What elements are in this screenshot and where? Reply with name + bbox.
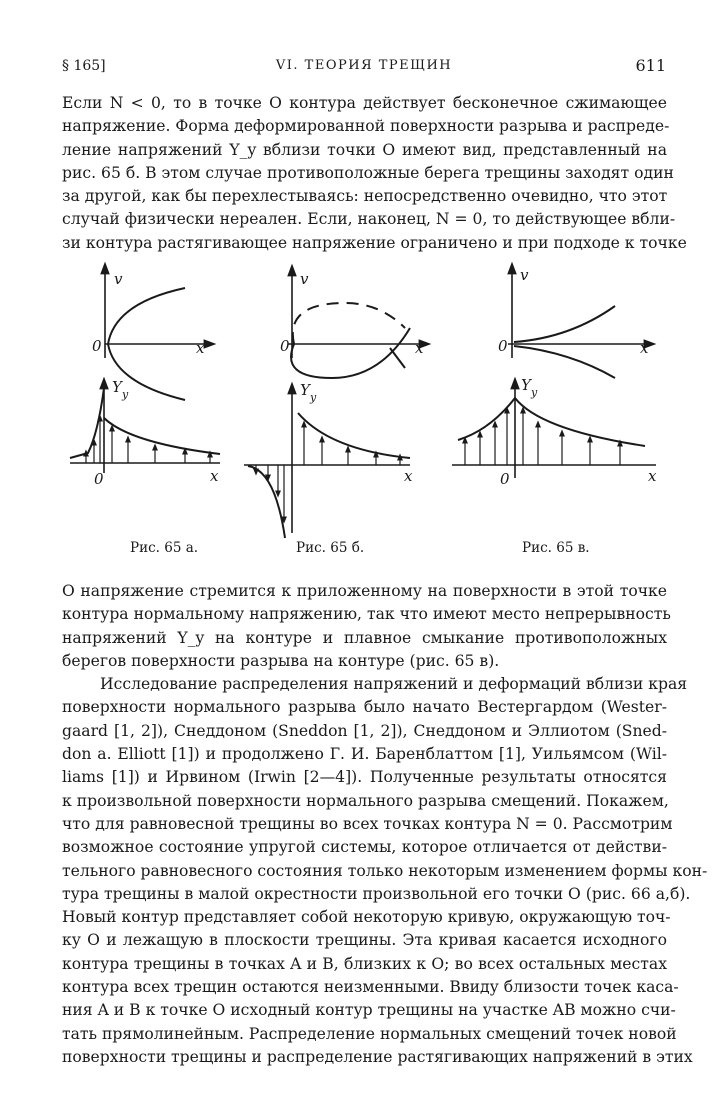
text-line: ку O и лежащую в плоскости трещины. Эта кривая касается исходного <box>62 931 667 950</box>
axis-label-x: x <box>404 467 413 485</box>
text-line: поверхности нормального разрыва было начато Вестергардом (Wester- <box>62 698 667 717</box>
text-line: тельного равновесного состояния только некоторым изменением формы кон- <box>62 861 708 880</box>
origin-label: 0 <box>498 337 508 355</box>
text-line: don a. Elliott [1]) и продолжено Г. И. Баренблаттом [1], Уильямсом (Wil- <box>62 745 667 764</box>
axis-label-yy: Y <box>112 378 122 396</box>
text-line: к произвольной поверхности нормального разрыва смещений. Покажем, <box>62 791 669 810</box>
text-line: тать прямолинейным. Распределение нормальных смещений точек новой <box>62 1024 677 1043</box>
axis-label-x: x <box>415 339 424 357</box>
text-line: напряжений Y_y на контуре и плавное смыкание противоположных <box>62 628 667 647</box>
text-line: возможное состояние упругой системы, которое отличается от действи- <box>62 838 667 857</box>
fig-65a-stress <box>70 383 220 473</box>
axis-label-v: v <box>520 266 529 284</box>
axis-label-yy: Y <box>300 381 310 399</box>
text-line: за другой, как бы перехлестываясь: непосредственно очевидно, что этот <box>62 187 668 206</box>
text-line: берегов поверхности разрыва на контуре (рис. 65 в). <box>62 651 500 670</box>
text-line: поверхности трещины и распределение растягивающих напряжений в этих <box>62 1047 693 1066</box>
text-line: случай физически нереален. Если, наконец, N = 0, то действующее вбли- <box>62 210 676 229</box>
axis-label-yy: Y <box>521 376 531 394</box>
axis-label-v: v <box>114 270 123 288</box>
paragraph-bottom <box>62 580 708 1069</box>
paragraph-top <box>62 92 687 255</box>
caption-65c: Рис. 65 в. <box>522 540 590 556</box>
text-line: liams [1]) и Ирвином (Irwin [2—4]). Полученные результаты относятся <box>62 768 667 787</box>
text-line: gaard [1, 2]), Снеддоном (Sneddon [1, 2]), Снеддоном и Эллиотом (Sned- <box>62 721 667 740</box>
text-line: контура нормальному напряжению, так что имеют место непрерывность <box>62 605 671 624</box>
figure-65 <box>60 258 680 558</box>
text-line: тура трещины в малой окрестности произвольной его точки O (рис. 66 а,б). <box>62 884 691 903</box>
origin-label: 0 <box>92 337 102 355</box>
caption-65b: Рис. 65 б. <box>296 540 365 556</box>
origin-label: 0 <box>500 470 510 488</box>
axis-label-yy-sub: y <box>310 391 317 404</box>
text-line: ление напряжений Y_y вблизи точки O имеют вид, представленный на <box>62 140 667 159</box>
fig-65c-shape <box>508 268 650 378</box>
origin-label: 0 <box>94 470 104 488</box>
page-number: 611 <box>635 56 666 75</box>
chapter-title: VI. ТЕОРИЯ ТРЕЩИН <box>275 58 453 73</box>
axis-label-yy-sub: y <box>531 386 538 399</box>
text-line: ния A и B к точке O исходный контур трещины на участке AB можно счи- <box>62 1001 676 1020</box>
text-line: Исследование распределения напряжений и деформаций вблизи края <box>100 675 688 694</box>
fig-65c-stress <box>452 383 656 478</box>
text-line: напряжение. Форма деформированной поверхности разрыва и распреде- <box>62 117 670 136</box>
origin-label: 0 <box>280 337 290 355</box>
text-line: что для равновесной трещины во всех точках контура N = 0. Рассмотрим <box>62 814 673 833</box>
axis-label-v: v <box>300 270 309 288</box>
caption-65a: Рис. 65 а. <box>130 540 199 556</box>
section-number: § 165] <box>62 58 106 74</box>
axis-label-x: x <box>210 467 219 485</box>
axis-label-x: x <box>640 339 649 357</box>
fig-65b-stress <box>244 388 410 538</box>
page-header <box>62 56 666 78</box>
text-line: Если N < 0, то в точке O контура действует бесконечное сжимающее <box>62 94 667 112</box>
axis-label-yy-sub: y <box>122 388 129 401</box>
text-line: контура трещины в точках A и B, близких к O; во всех остальных местах <box>62 954 667 973</box>
axis-label-x: x <box>648 467 657 485</box>
axis-label-x: x <box>196 339 205 357</box>
fig-65b-shape <box>288 270 425 378</box>
text-line: Новый контур представляет собой некоторую кривую, окружающую точ- <box>62 908 671 927</box>
text-line: O напряжение стремится к приложенному на поверхности в этой точке <box>62 582 667 600</box>
text-line: рис. 65 б. В этом случае противоположные берега трещины заходят один <box>62 163 674 182</box>
text-line: контура всех трещин остаются неизменными. Ввиду близости точек каса- <box>62 978 679 997</box>
text-line: зи контура растягивающее напряжение ограничено и при подходе к точке <box>62 233 687 252</box>
